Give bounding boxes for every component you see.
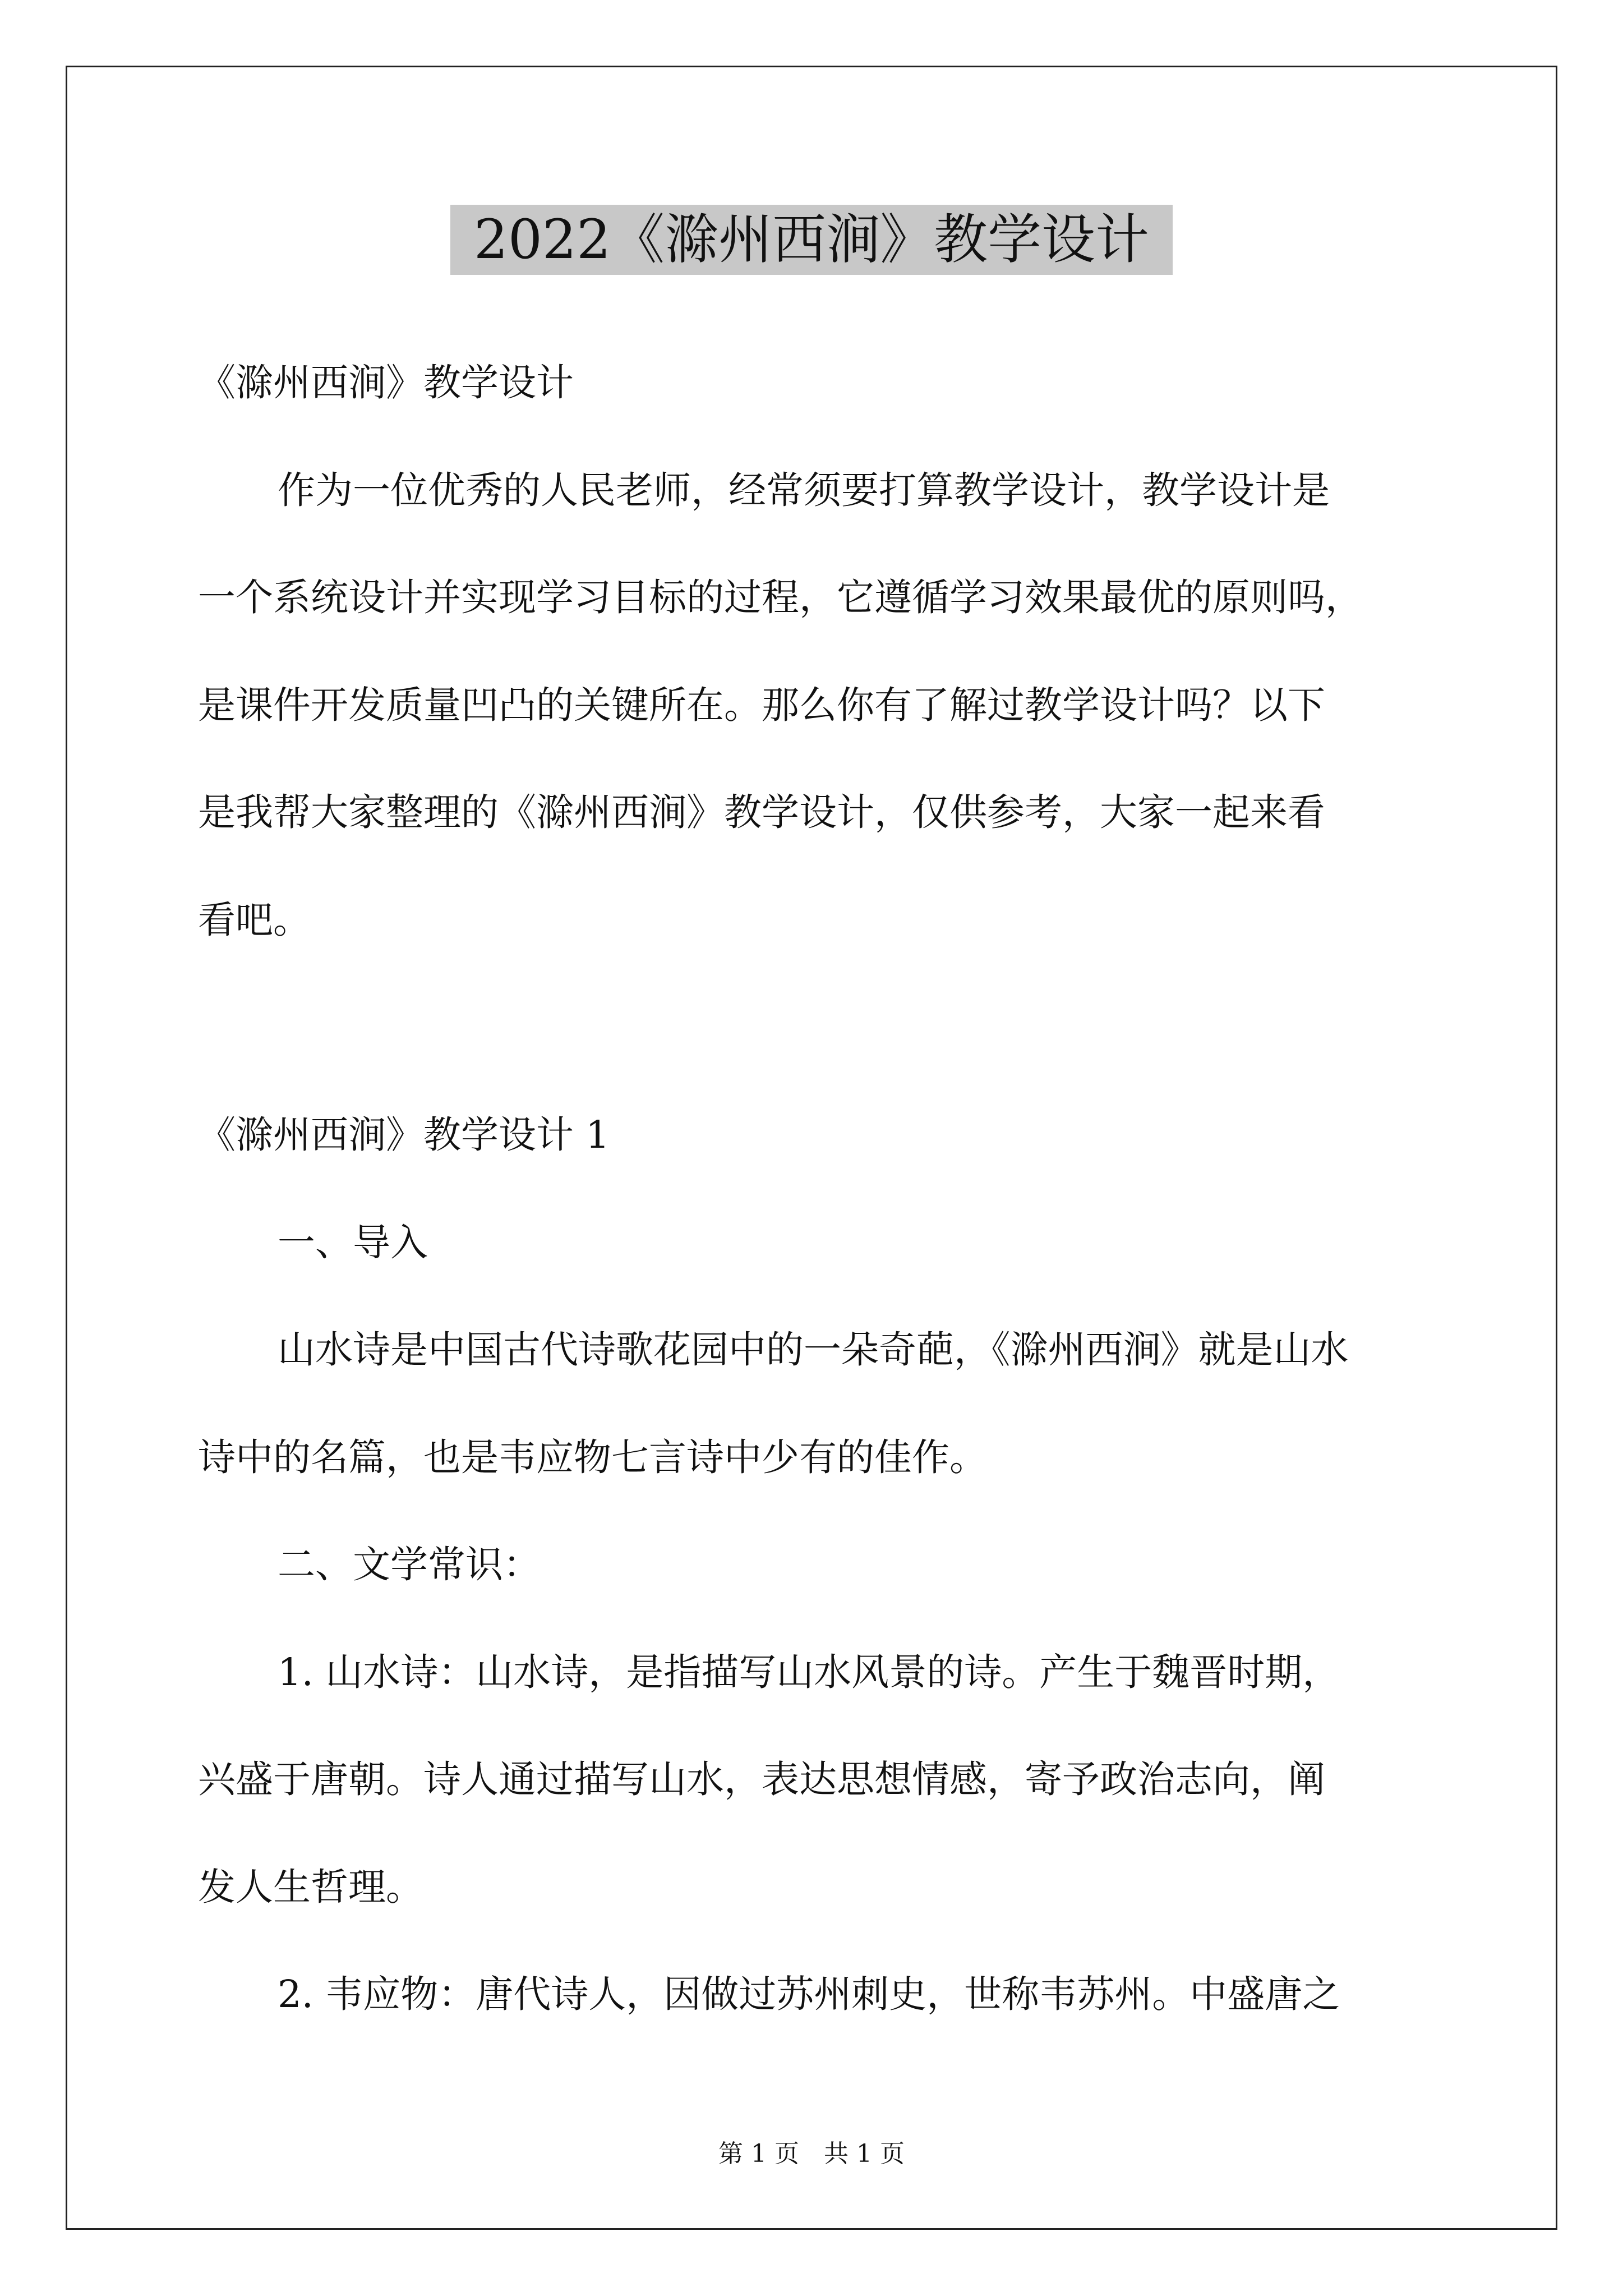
intro-line-4: 是我帮大家整理的《滁州西涧》教学设计，仅供参考，大家一起来看: [198, 790, 1325, 834]
item1-line-3: 发人生哲理。: [198, 1865, 423, 1909]
section1-heading: 《滁州西涧》教学设计 1: [198, 1113, 610, 1157]
subtitle: 《滁州西涧》教学设计: [198, 361, 574, 404]
intro-line-2: 一个系统设计并实现学习目标的过程，它遵循学习效果最优的原则吗，: [198, 576, 1363, 619]
item2-line-1: 2. 韦应物：唐代诗人，因做过苏州刺史，世称韦苏州。中盛唐之: [278, 1972, 1340, 2016]
part1-line-1: 山水诗是中国古代诗歌花园中的一朵奇葩，《滁州西涧》就是山水: [278, 1328, 1349, 1372]
intro-line-3: 是课件开发质量凹凸的关键所在。那么你有了解过教学设计吗？以下: [198, 683, 1325, 727]
part1-line-2: 诗中的名篇，也是韦应物七言诗中少有的佳作。: [198, 1435, 987, 1479]
intro-line-5: 看吧。: [198, 898, 311, 942]
item1-line-1: 1. 山水诗：山水诗，是指描写山水风景的诗。产生于魏晋时期，: [278, 1650, 1340, 1694]
page-footer: 第 1 页 共 1 页: [718, 2139, 905, 2168]
part2-heading: 二、文学常识：: [278, 1543, 541, 1586]
part1-heading: 一、导入: [278, 1221, 428, 1264]
document-title: 2022《滁州西涧》教学设计: [450, 205, 1173, 275]
item1-line-2: 兴盛于唐朝。诗人通过描写山水，表达思想情感，寄予政治志向，阐: [198, 1757, 1325, 1801]
intro-line-1: 作为一位优秀的人民老师，经常须要打算教学设计，教学设计是: [278, 468, 1330, 512]
